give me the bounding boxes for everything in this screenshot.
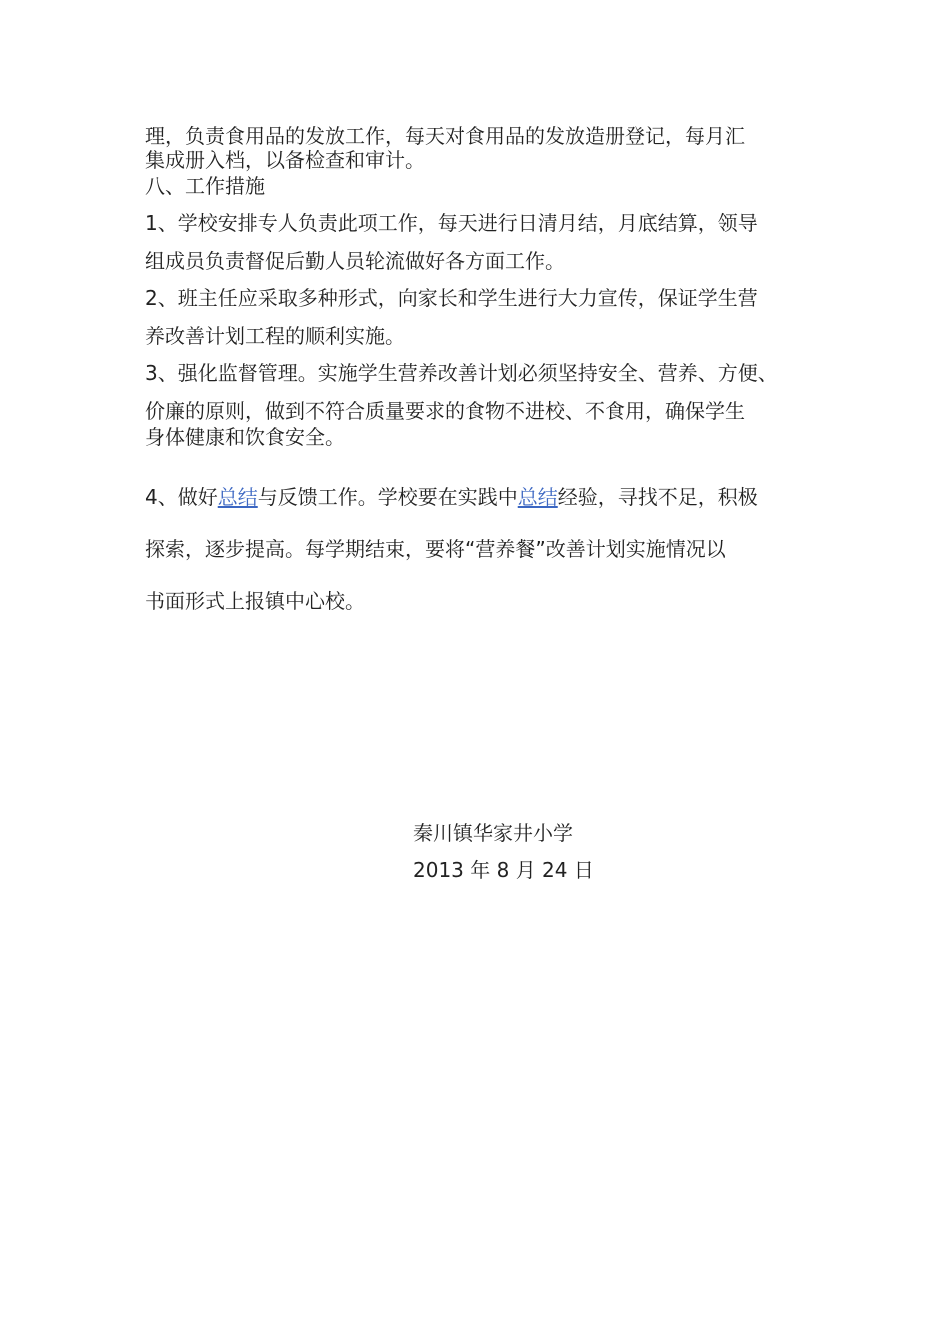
summary-link-1[interactable]: 总结 [217,485,258,509]
measure-4-text-b: 与反馈工作。学校要在实践中 [257,485,518,509]
measure-4-line-3: 书面形式上报镇中心校。 [145,589,365,613]
measure-2-line-2: 养改善计划工程的顺利实施。 [145,324,405,348]
measure-1-line-1: 1、学校安排专人负责此项工作，每天进行日清月结，月底结算，领导 [145,211,758,235]
summary-link-2[interactable]: 总结 [517,485,558,509]
measure-4-paragraph [145,485,815,613]
section-heading-text: 八、工作措施 [145,174,265,198]
measure-4-line-2: 探索，逐步提高。每学期结束，要将“营养餐”改善计划实施情况以 [145,537,726,561]
intro-paragraph [145,124,815,172]
measure-3-line-2: 价廉的原则，做到不符合质量要求的食物不进校、不食用，确保学生 [145,399,745,423]
measure-1-line-2: 组成员负责督促后勤人员轮流做好各方面工作。 [145,249,565,273]
measure-4-text-c: 经验，寻找不足，积极 [557,485,758,509]
signature-school: 秦川镇华家井小学 [413,821,573,845]
measure-4-line-1 [145,485,815,509]
measure-2-paragraph [145,286,815,348]
measure-2-line-1: 2、班主任应采取多种形式，向家长和学生进行大力宣传，保证学生营 [145,286,758,310]
measure-3-line-1: 3、强化监督管理。实施学生营养改善计划必须坚持安全、营养、方便、 [145,361,778,385]
measure-3-line-3: 身体健康和饮食安全。 [145,425,345,449]
intro-line-2: 集成册入档，以备检查和审计。 [145,148,425,172]
measure-1-paragraph [145,211,815,273]
measure-3-paragraph [145,361,815,449]
signature-date: 2013 年 8 月 24 日 [413,858,594,882]
measure-4-text-a: 4、做好 [145,485,218,509]
intro-line-1: 理，负责食用品的发放工作，每天对食用品的发放造册登记，每月汇 [145,124,745,148]
section-heading [145,174,815,198]
